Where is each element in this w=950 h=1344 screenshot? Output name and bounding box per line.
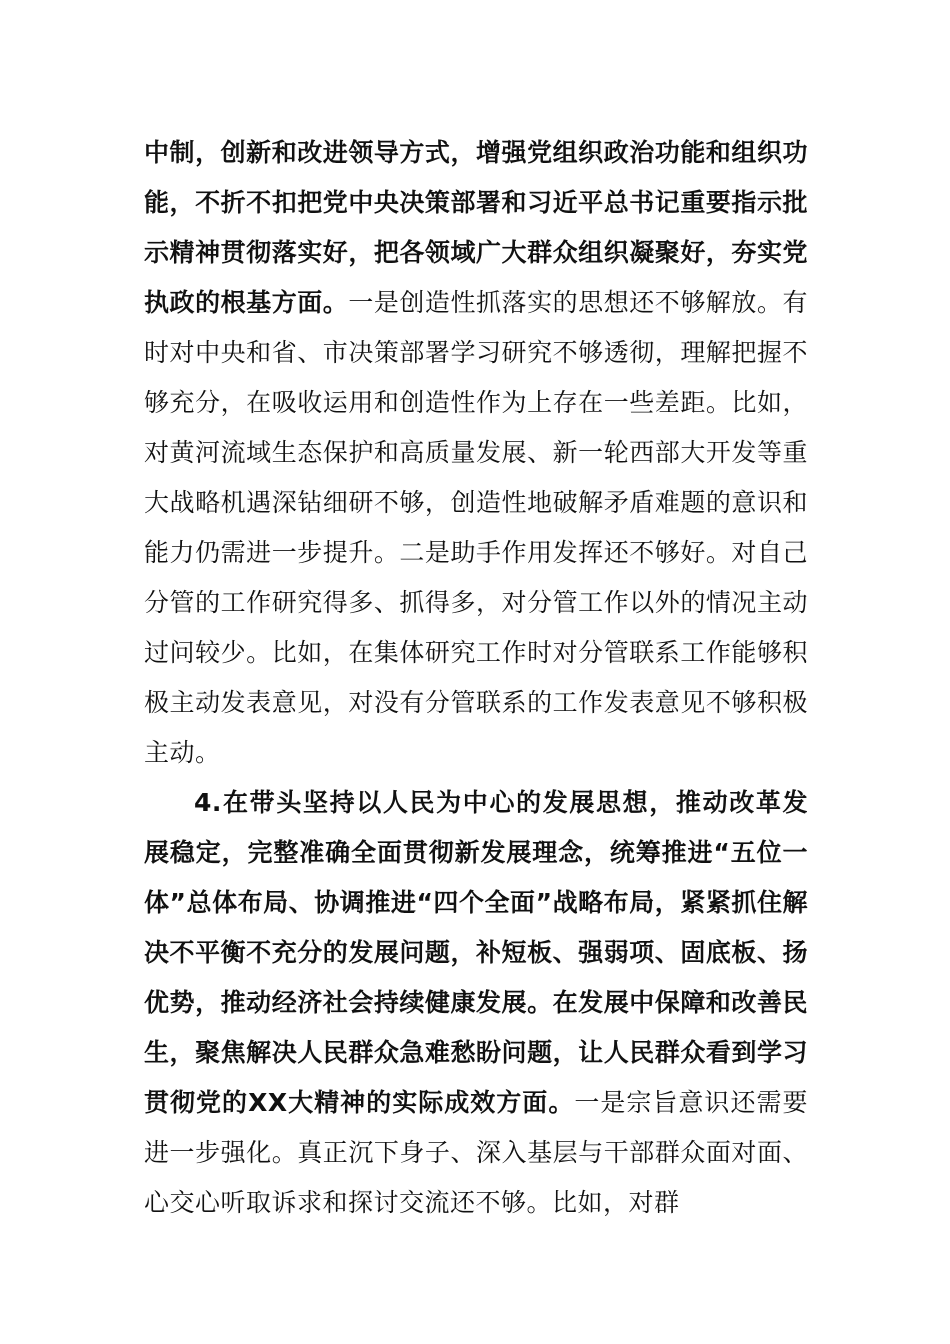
paragraph-leadership-method bbox=[144, 128, 808, 778]
paragraph-section-4 bbox=[144, 778, 808, 1228]
document-body bbox=[144, 128, 808, 1228]
paragraph-body-text: 一是宗旨意识还需要进一步强化。真正沉下身子、深入基层与干部群众面对面、心交心听取诉求和探讨交流还不够。比如，对群 bbox=[144, 1088, 808, 1217]
paragraph-heading-bold: 4.在带头坚持以人民为中心的发展思想，推动改革发展稳定，完整准确全面贯彻新发展理念，统筹推进“五位一体”总体布局、协调推进“四个全面”战略布局，紧紧抓住解决不平衡不充分的发展问题，补短板、强弱项、固底板、扬优势，推动经济社会持续健康发展。在发展中保障和改善民生，聚焦解决人民群众急难愁盼问题，让人民群众看到学习贯彻党的XX大精神的实际成效方面。 bbox=[144, 788, 808, 1117]
paragraph-heading-bold: 中制，创新和改进领导方式，增强党组织政治功能和组织功能，不折不扣把党中央决策部署和习近平总书记重要指示批示精神贯彻落实好，把各领域广大群众组织凝聚好，夯实党执政的根基方面。 bbox=[144, 138, 808, 317]
paragraph-body-text: 一是创造性抓落实的思想还不够解放。有时对中央和省、市决策部署学习研究不够透彻，理解把握不够充分，在吸收运用和创造性作为上存在一些差距。比如，对黄河流域生态保护和高质量发展、新一轮西部大开发等重大战略机遇深钻细研不够，创造性地破解矛盾难题的意识和能力仍需进一步提升。二是助手作用发挥还不够好。对自己分管的工作研究得多、抓得多，对分管工作以外的情况主动过问较少。比如，在集体研究工作时对分管联系工作能够积极主动发表意见，对没有分管联系的工作发表意见不够积极主动。 bbox=[144, 288, 808, 767]
